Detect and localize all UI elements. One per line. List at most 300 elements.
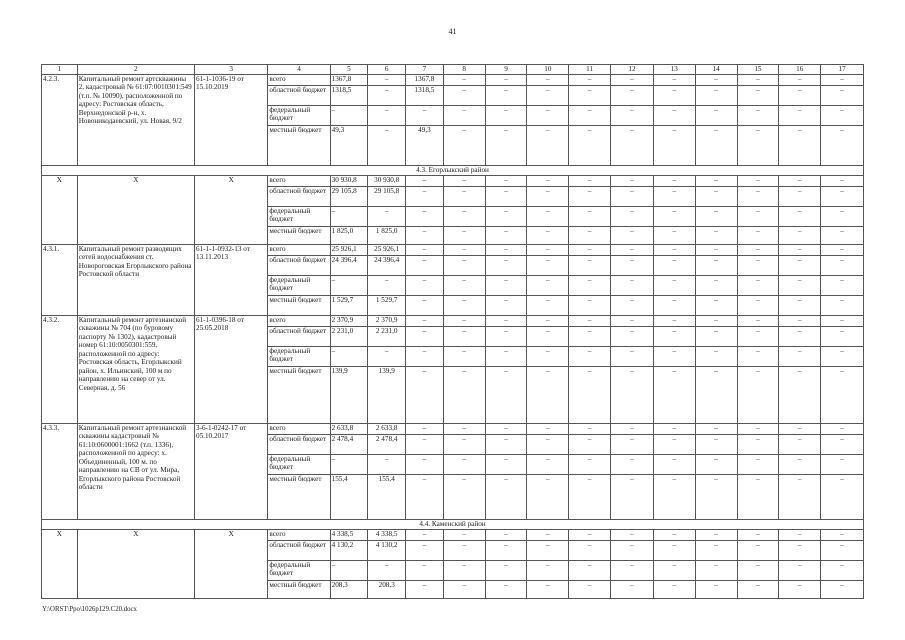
value-col-9: – — [485, 529, 527, 540]
value-col-11: – — [569, 474, 611, 519]
value-col-7: – — [406, 454, 444, 474]
column-number-6: 6 — [368, 65, 406, 75]
value-col-10: – — [527, 74, 569, 85]
value-col-6: 208,3 — [368, 580, 406, 598]
value-col-9: – — [485, 540, 527, 560]
budget-type-label: областной бюджет — [268, 434, 330, 454]
item-name: Капитальный ремонт разводящих сетей водоснабжения ст. Новороговская Егорлыкского района Ростовской области — [77, 244, 194, 315]
budget-type-label: областной бюджет — [268, 255, 330, 275]
value-col-15: – — [737, 226, 779, 244]
value-col-6: 4 130,2 — [368, 540, 406, 560]
value-col-10: – — [527, 540, 569, 560]
value-col-14: – — [695, 255, 737, 275]
budget-type-label: местный бюджет — [268, 295, 330, 315]
value-col-5: 2 370,9 — [330, 315, 368, 326]
value-col-6: 25 926,1 — [368, 244, 406, 255]
value-col-10: – — [527, 85, 569, 105]
value-col-17: – — [821, 244, 864, 255]
value-col-8: – — [443, 125, 485, 165]
value-col-13: – — [653, 85, 695, 105]
value-col-15: – — [737, 244, 779, 255]
value-col-17: – — [821, 74, 864, 85]
value-col-17: – — [821, 366, 864, 423]
section-row — [42, 165, 864, 175]
value-col-12: – — [611, 474, 654, 519]
value-col-15: – — [737, 454, 779, 474]
column-number-14: 14 — [695, 65, 737, 75]
value-col-16: – — [779, 580, 821, 598]
column-number-3: 3 — [194, 65, 267, 75]
value-col-6: 30 930,8 — [368, 175, 406, 186]
value-col-12: – — [611, 125, 654, 165]
value-col-15: – — [737, 295, 779, 315]
value-col-5: – — [330, 105, 368, 125]
value-col-16: – — [779, 474, 821, 519]
item-document: Х — [194, 175, 267, 244]
column-number-10: 10 — [527, 65, 569, 75]
value-col-8: – — [443, 366, 485, 423]
value-col-9: – — [485, 255, 527, 275]
item-number: 4.3.3. — [42, 423, 78, 519]
budget-type-label: федеральный бюджет — [268, 105, 330, 125]
value-col-7: – — [406, 346, 444, 366]
value-col-12: – — [611, 580, 654, 598]
value-col-12: – — [611, 226, 654, 244]
value-col-10: – — [527, 326, 569, 346]
value-col-14: – — [695, 326, 737, 346]
value-col-15: – — [737, 366, 779, 423]
value-col-9: – — [485, 454, 527, 474]
value-col-11: – — [569, 580, 611, 598]
value-col-14: – — [695, 105, 737, 125]
item-number: Х — [42, 529, 78, 598]
value-col-16: – — [779, 186, 821, 206]
budget-type-label: местный бюджет — [268, 474, 330, 519]
value-col-13: – — [653, 346, 695, 366]
item-document: 61-1-1-0932-13 от 13.11.2013 — [194, 244, 267, 315]
value-col-13: – — [653, 175, 695, 186]
value-col-13: – — [653, 105, 695, 125]
value-col-11: – — [569, 346, 611, 366]
value-col-17: – — [821, 346, 864, 366]
value-col-10: – — [527, 560, 569, 580]
value-col-16: – — [779, 105, 821, 125]
value-col-13: – — [653, 326, 695, 346]
value-col-8: – — [443, 85, 485, 105]
budget-type-label: областной бюджет — [268, 85, 330, 105]
column-number-15: 15 — [737, 65, 779, 75]
value-col-11: – — [569, 423, 611, 434]
value-col-13: – — [653, 423, 695, 434]
value-col-11: – — [569, 74, 611, 85]
value-col-8: – — [443, 206, 485, 226]
value-col-11: – — [569, 125, 611, 165]
value-col-15: – — [737, 186, 779, 206]
value-col-5: – — [330, 206, 368, 226]
budget-type-label: федеральный бюджет — [268, 275, 330, 295]
value-col-17: – — [821, 529, 864, 540]
value-col-6: – — [368, 85, 406, 105]
value-col-17: – — [821, 454, 864, 474]
value-col-17: – — [821, 423, 864, 434]
value-col-5: 155,4 — [330, 474, 368, 519]
value-col-11: – — [569, 85, 611, 105]
value-col-14: – — [695, 366, 737, 423]
value-col-5: 30 930,8 — [330, 175, 368, 186]
value-col-6: 24 396,4 — [368, 255, 406, 275]
value-col-14: – — [695, 175, 737, 186]
value-col-7: – — [406, 315, 444, 326]
value-col-11: – — [569, 206, 611, 226]
value-col-11: – — [569, 454, 611, 474]
value-col-10: – — [527, 529, 569, 540]
budget-type-label: федеральный бюджет — [268, 206, 330, 226]
column-number-1: 1 — [42, 65, 78, 75]
value-col-17: – — [821, 125, 864, 165]
value-col-7: – — [406, 474, 444, 519]
value-col-10: – — [527, 175, 569, 186]
value-col-8: – — [443, 315, 485, 326]
value-col-5: 4 338,5 — [330, 529, 368, 540]
value-col-10: – — [527, 295, 569, 315]
budget-type-label: областной бюджет — [268, 540, 330, 560]
value-col-17: – — [821, 560, 864, 580]
value-col-14: – — [695, 580, 737, 598]
value-col-9: – — [485, 434, 527, 454]
value-col-12: – — [611, 175, 654, 186]
value-col-14: – — [695, 74, 737, 85]
value-col-13: – — [653, 434, 695, 454]
value-col-8: – — [443, 326, 485, 346]
value-col-16: – — [779, 434, 821, 454]
value-col-10: – — [527, 474, 569, 519]
file-path-footer: Y:\ORST\Ppo\1026p129.C20.docx — [42, 606, 137, 613]
item-document: 61-1-1036-19 от 15.10.2019 — [194, 74, 267, 165]
value-col-11: – — [569, 255, 611, 275]
table-body — [42, 65, 864, 599]
value-col-8: – — [443, 346, 485, 366]
value-col-6: 2 478,4 — [368, 434, 406, 454]
item-document: Х — [194, 529, 267, 598]
value-col-9: – — [485, 125, 527, 165]
value-col-11: – — [569, 226, 611, 244]
budget-type-label: местный бюджет — [268, 226, 330, 244]
value-col-10: – — [527, 434, 569, 454]
value-col-6: – — [368, 125, 406, 165]
value-col-13: – — [653, 295, 695, 315]
column-number-13: 13 — [653, 65, 695, 75]
value-col-6: 155,4 — [368, 474, 406, 519]
value-col-17: – — [821, 175, 864, 186]
item-name: Капитальный ремонт артезианской скважины № 704 (по буровому паспорту № 1302), кадастровый номер 61:10:0050301:559, расположенной по адресу: Ростовская область, Егорлыкский район, х. Ильинский, 100 м по направлению на север от ул. Северная, д. 56 — [77, 315, 194, 423]
value-col-12: – — [611, 315, 654, 326]
value-col-5: 1 529,7 — [330, 295, 368, 315]
value-col-12: – — [611, 423, 654, 434]
value-col-7: – — [406, 244, 444, 255]
value-col-16: – — [779, 275, 821, 295]
value-col-9: – — [485, 186, 527, 206]
value-col-15: – — [737, 255, 779, 275]
value-col-5: – — [330, 560, 368, 580]
value-col-9: – — [485, 175, 527, 186]
value-col-10: – — [527, 206, 569, 226]
column-number-8: 8 — [443, 65, 485, 75]
budget-type-label: областной бюджет — [268, 186, 330, 206]
value-col-7: – — [406, 560, 444, 580]
value-col-11: – — [569, 540, 611, 560]
value-col-5: – — [330, 454, 368, 474]
item-document: 61-1-0396-18 от 25.05.2018 — [194, 315, 267, 423]
value-col-12: – — [611, 85, 654, 105]
value-col-14: – — [695, 226, 737, 244]
budget-type-label: всего — [268, 244, 330, 255]
value-col-11: – — [569, 295, 611, 315]
value-col-16: – — [779, 326, 821, 346]
value-col-6: – — [368, 206, 406, 226]
value-col-5: 25 926,1 — [330, 244, 368, 255]
value-col-16: – — [779, 206, 821, 226]
value-col-5: 1 825,0 — [330, 226, 368, 244]
value-col-8: – — [443, 275, 485, 295]
value-col-9: – — [485, 275, 527, 295]
value-col-8: – — [443, 295, 485, 315]
value-col-9: – — [485, 560, 527, 580]
budget-type-label: местный бюджет — [268, 125, 330, 165]
value-col-15: – — [737, 125, 779, 165]
value-col-16: – — [779, 315, 821, 326]
value-col-14: – — [695, 346, 737, 366]
value-col-14: – — [695, 125, 737, 165]
value-col-8: – — [443, 474, 485, 519]
value-col-13: – — [653, 125, 695, 165]
value-col-8: – — [443, 105, 485, 125]
value-col-11: – — [569, 366, 611, 423]
value-col-14: – — [695, 560, 737, 580]
value-col-13: – — [653, 315, 695, 326]
value-col-5: 2 478,4 — [330, 434, 368, 454]
value-col-10: – — [527, 580, 569, 598]
value-col-11: – — [569, 105, 611, 125]
value-col-13: – — [653, 275, 695, 295]
column-number-row — [42, 65, 864, 75]
value-col-15: – — [737, 580, 779, 598]
value-col-11: – — [569, 434, 611, 454]
value-col-12: – — [611, 366, 654, 423]
value-col-16: – — [779, 366, 821, 423]
budget-type-label: всего — [268, 315, 330, 326]
value-col-12: – — [611, 326, 654, 346]
value-col-9: – — [485, 74, 527, 85]
column-number-7: 7 — [406, 65, 444, 75]
value-col-11: – — [569, 244, 611, 255]
value-col-10: – — [527, 186, 569, 206]
value-col-8: – — [443, 454, 485, 474]
value-col-7: – — [406, 226, 444, 244]
value-col-10: – — [527, 125, 569, 165]
value-col-7: – — [406, 434, 444, 454]
value-col-7: 1367,8 — [406, 74, 444, 85]
value-col-9: – — [485, 474, 527, 519]
value-col-8: – — [443, 423, 485, 434]
value-col-6: – — [368, 560, 406, 580]
value-col-15: – — [737, 175, 779, 186]
value-col-9: – — [485, 366, 527, 423]
value-col-5: 2 231,0 — [330, 326, 368, 346]
value-col-12: – — [611, 255, 654, 275]
value-col-5: 4 130,2 — [330, 540, 368, 560]
value-col-17: – — [821, 105, 864, 125]
value-col-11: – — [569, 186, 611, 206]
value-col-9: – — [485, 226, 527, 244]
value-col-8: – — [443, 529, 485, 540]
value-col-10: – — [527, 454, 569, 474]
program-table — [41, 64, 864, 599]
value-col-13: – — [653, 560, 695, 580]
value-col-13: – — [653, 206, 695, 226]
value-col-9: – — [485, 580, 527, 598]
value-col-14: – — [695, 529, 737, 540]
value-col-6: – — [368, 275, 406, 295]
value-col-13: – — [653, 255, 695, 275]
value-col-10: – — [527, 346, 569, 366]
value-col-10: – — [527, 366, 569, 423]
budget-type-label: федеральный бюджет — [268, 346, 330, 366]
page-number: 41 — [448, 27, 457, 36]
value-col-8: – — [443, 434, 485, 454]
value-col-11: – — [569, 275, 611, 295]
value-col-7: – — [406, 206, 444, 226]
value-col-15: – — [737, 275, 779, 295]
value-col-9: – — [485, 423, 527, 434]
value-col-14: – — [695, 206, 737, 226]
value-col-6: – — [368, 74, 406, 85]
value-col-9: – — [485, 85, 527, 105]
value-col-9: – — [485, 326, 527, 346]
budget-type-label: местный бюджет — [268, 580, 330, 598]
value-col-13: – — [653, 244, 695, 255]
value-col-17: – — [821, 85, 864, 105]
item-number: Х — [42, 175, 78, 244]
value-col-16: – — [779, 125, 821, 165]
value-col-9: – — [485, 206, 527, 226]
value-col-16: – — [779, 226, 821, 244]
value-col-15: – — [737, 474, 779, 519]
value-col-15: – — [737, 346, 779, 366]
value-col-7: – — [406, 326, 444, 346]
value-col-7: – — [406, 105, 444, 125]
value-col-8: – — [443, 580, 485, 598]
value-col-14: – — [695, 295, 737, 315]
value-col-14: – — [695, 85, 737, 105]
value-col-6: 29 105,8 — [368, 186, 406, 206]
column-number-12: 12 — [611, 65, 654, 75]
value-col-10: – — [527, 105, 569, 125]
section-row — [42, 519, 864, 529]
value-col-10: – — [527, 226, 569, 244]
item-name: Капитальный ремонт артезианской скважины кадастровый № 61:10:0600001:1662 (т.п. 1336), расположенной по адресу: х. Объединенный, 100 м. по направлению на СВ от ул. Мира, Егорлыкского района Ростовской области — [77, 423, 194, 519]
value-col-17: – — [821, 474, 864, 519]
column-number-9: 9 — [485, 65, 527, 75]
value-col-8: – — [443, 186, 485, 206]
value-col-7: – — [406, 186, 444, 206]
value-col-7: – — [406, 580, 444, 598]
value-col-5: – — [330, 346, 368, 366]
value-col-7: – — [406, 366, 444, 423]
budget-type-label: всего — [268, 175, 330, 186]
value-col-6: – — [368, 454, 406, 474]
value-col-16: – — [779, 423, 821, 434]
value-col-12: – — [611, 206, 654, 226]
value-col-14: – — [695, 434, 737, 454]
value-col-17: – — [821, 295, 864, 315]
value-col-16: – — [779, 85, 821, 105]
value-col-5: – — [330, 275, 368, 295]
column-number-5: 5 — [330, 65, 368, 75]
value-col-8: – — [443, 175, 485, 186]
value-col-7: – — [406, 295, 444, 315]
budget-row — [42, 74, 864, 85]
value-col-12: – — [611, 244, 654, 255]
value-col-16: – — [779, 529, 821, 540]
value-col-10: – — [527, 275, 569, 295]
value-col-5: 208,3 — [330, 580, 368, 598]
value-col-6: 1 825,0 — [368, 226, 406, 244]
value-col-17: – — [821, 275, 864, 295]
column-number-11: 11 — [569, 65, 611, 75]
value-col-14: – — [695, 540, 737, 560]
budget-row — [42, 175, 864, 186]
value-col-5: 29 105,8 — [330, 186, 368, 206]
value-col-15: – — [737, 529, 779, 540]
value-col-15: – — [737, 315, 779, 326]
value-col-17: – — [821, 226, 864, 244]
value-col-11: – — [569, 175, 611, 186]
budget-row — [42, 315, 864, 326]
value-col-8: – — [443, 244, 485, 255]
item-name: Х — [77, 175, 194, 244]
budget-row — [42, 423, 864, 434]
value-col-11: – — [569, 315, 611, 326]
value-col-5: 49,3 — [330, 125, 368, 165]
value-col-7: – — [406, 540, 444, 560]
value-col-9: – — [485, 315, 527, 326]
column-number-16: 16 — [779, 65, 821, 75]
value-col-17: – — [821, 326, 864, 346]
value-col-6: – — [368, 105, 406, 125]
value-col-17: – — [821, 255, 864, 275]
value-col-17: – — [821, 434, 864, 454]
value-col-15: – — [737, 105, 779, 125]
value-col-13: – — [653, 454, 695, 474]
value-col-11: – — [569, 529, 611, 540]
value-col-10: – — [527, 244, 569, 255]
column-number-17: 17 — [821, 65, 864, 75]
section-title: 4.4. Каменский район — [42, 519, 864, 529]
budget-row — [42, 244, 864, 255]
value-col-13: – — [653, 540, 695, 560]
value-col-9: – — [485, 295, 527, 315]
value-col-17: – — [821, 186, 864, 206]
value-col-8: – — [443, 255, 485, 275]
value-col-15: – — [737, 326, 779, 346]
value-col-13: – — [653, 186, 695, 206]
value-col-15: – — [737, 434, 779, 454]
item-number: 4.3.2. — [42, 315, 78, 423]
budget-type-label: федеральный бюджет — [268, 454, 330, 474]
item-name: Капитальный ремонт артскважины 2, кадастровый № 61:07:0010301:549 (т.п. № 10090), расположенной по адресу: Ростовская область, Верхнедонской р-н, х. Новоникодаевский, ул. Новая, 9/2 — [77, 74, 194, 165]
value-col-7: – — [406, 275, 444, 295]
value-col-16: – — [779, 295, 821, 315]
